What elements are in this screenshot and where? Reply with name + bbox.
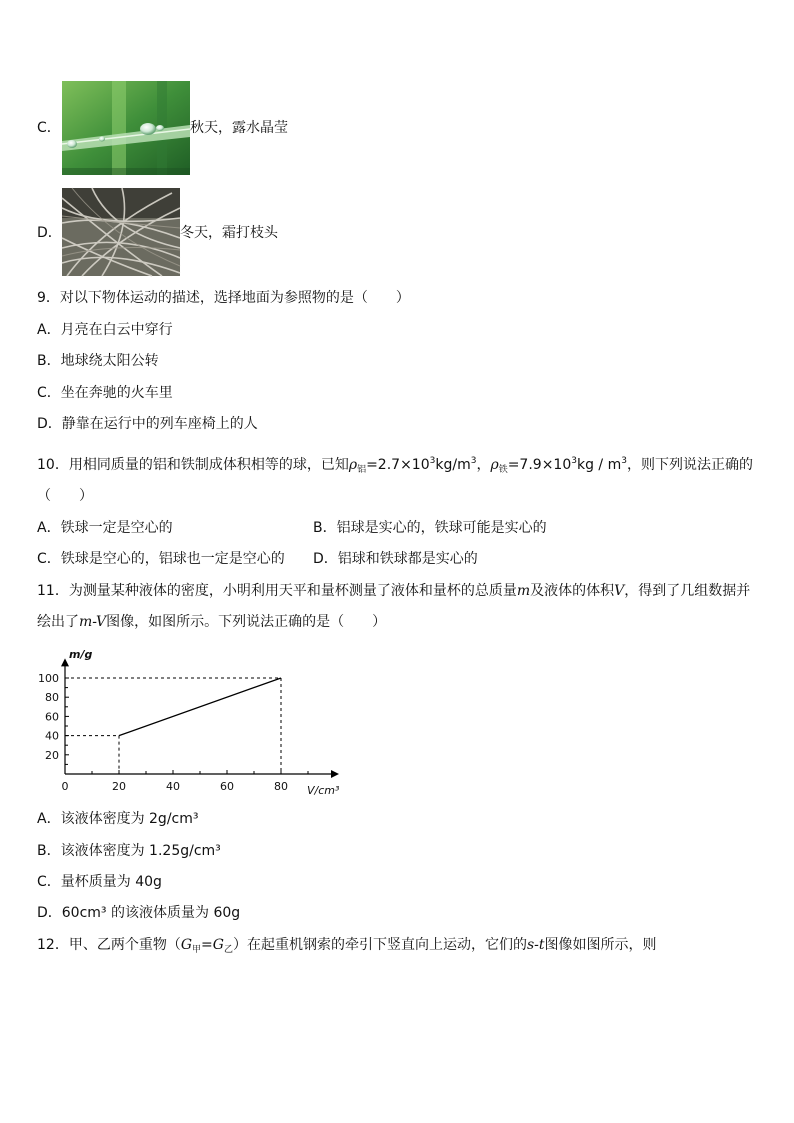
option-c-letter: C． — [37, 120, 61, 136]
q9-option-c: C．坐在奔驰的火车里 — [37, 385, 173, 401]
aluminum-exponent: 3 — [429, 456, 436, 466]
q11-stem-line1 — [37, 581, 750, 601]
iron-unit-exponent: 3 — [621, 456, 627, 466]
mass-volume-chart — [36, 644, 340, 800]
iron-density-value: =7.9×10 — [507, 457, 572, 473]
q11-stem2-part-a: 绘出了 — [37, 614, 79, 630]
q10-option-d: D．铝球和铁球都是实心的 — [313, 551, 478, 567]
series-line — [119, 678, 281, 736]
option-d-letter: D． — [37, 225, 62, 241]
q11-stem2-part-b: 图像，如图所示。下列说法正确的是（ ） — [106, 614, 387, 630]
iron-exponent: 3 — [571, 456, 577, 466]
q12-stem-part-a: 12．甲、乙两个重物（ — [37, 937, 181, 953]
q10-option-b: B．铝球是实心的，铁球可能是实心的 — [313, 520, 547, 536]
q10-stem-line2: （ ） — [37, 488, 93, 504]
aluminum-density-value: =2.7×10 — [366, 457, 430, 473]
weight-yi: G — [212, 937, 224, 953]
q9-option-d: D．静靠在运行中的列车座椅上的人 — [37, 416, 258, 432]
mv-variable: m-V — [79, 614, 107, 630]
weight-jia-subscript: 甲 — [192, 945, 202, 955]
q11-stem-part-a: 11．为测量某种液体的密度，小明利用天平和量杯测量了液体和量杯的总质量 — [37, 583, 517, 599]
q9-option-b: B．地球绕太阳公转 — [37, 353, 159, 369]
y-tick-label: 40 — [45, 729, 59, 743]
q10-stem-prefix: 10．用相同质量的铝和铁制成体积相等的球，已知 — [37, 457, 349, 473]
iron-subscript: 铁 — [498, 465, 508, 475]
frost-on-grass-photo — [62, 188, 180, 276]
q10-option-a: A．铁球一定是空心的 — [37, 520, 173, 536]
x-tick-label: 80 — [274, 780, 288, 793]
q12-stem — [37, 935, 657, 960]
q11-stem-part-b: 及液体的体积 — [530, 583, 615, 599]
q11-option-d: D．60cm³ 的该液体质量为 60g — [37, 905, 241, 921]
q10-option-c: C．铁球是空心的，铝球也一定是空心的 — [37, 551, 285, 567]
x-tick-label: 0 — [61, 780, 69, 793]
q11-stem-part-c: ，得到了几组数据并 — [624, 583, 751, 599]
x-tick-label: 20 — [112, 780, 126, 793]
volume-variable: V — [614, 583, 625, 599]
x-tick-label: 40 — [166, 780, 180, 793]
x-tick-label: 60 — [220, 780, 234, 793]
q10-separator: ， — [476, 457, 491, 473]
q12-stem-part-c: 图像如图所示，则 — [544, 937, 657, 953]
x-axis-label: V/cm³ — [307, 784, 340, 797]
q9-stem: 9．对以下物体运动的描述，选择地面为参照物的是（ ） — [37, 290, 410, 306]
option-c-text: 秋天，露水晶莹 — [190, 120, 288, 136]
aluminum-unit-exponent: 3 — [470, 456, 477, 466]
dewdrop-on-grass-photo — [62, 81, 190, 175]
rho-symbol: ρ — [490, 457, 499, 473]
option-d-text: 冬天，霜打枝头 — [180, 225, 278, 241]
y-tick-label: 80 — [45, 691, 59, 705]
y-tick-label: 20 — [45, 748, 59, 762]
rho-symbol: ρ — [348, 457, 358, 473]
q12-stem-part-b: ）在起重机钢索的牵引下竖直向上运动，它们的 — [232, 937, 527, 953]
q10-stem-suffix: ，则下列说法正确的 — [626, 457, 753, 473]
y-tick-label: 60 — [45, 710, 59, 724]
q10-stem-line1 — [37, 451, 753, 480]
q11-option-c: C．量杯质量为 40g — [37, 874, 162, 890]
mass-variable: m — [516, 583, 531, 599]
x-axis-arrow — [331, 770, 339, 778]
equals-sign: = — [201, 937, 213, 953]
q11-option-b: B．该液体密度为 1.25g/cm³ — [37, 843, 221, 859]
y-tick-label: 100 — [38, 672, 59, 685]
aluminum-subscript: 铝 — [357, 465, 367, 475]
q11-stem-line2 — [37, 612, 386, 632]
aluminum-unit: kg/m — [435, 457, 471, 473]
y-axis-label: m/g — [69, 648, 93, 661]
q9-option-a: A．月亮在白云中穿行 — [37, 322, 173, 338]
iron-unit: kg / m — [576, 457, 622, 473]
q11-option-a: A．该液体密度为 2g/cm³ — [37, 811, 199, 827]
st-variable: s-t — [526, 937, 545, 953]
weight-jia: G — [180, 937, 193, 953]
y-axis-arrow — [61, 658, 69, 666]
weight-yi-subscript: 乙 — [223, 945, 233, 955]
